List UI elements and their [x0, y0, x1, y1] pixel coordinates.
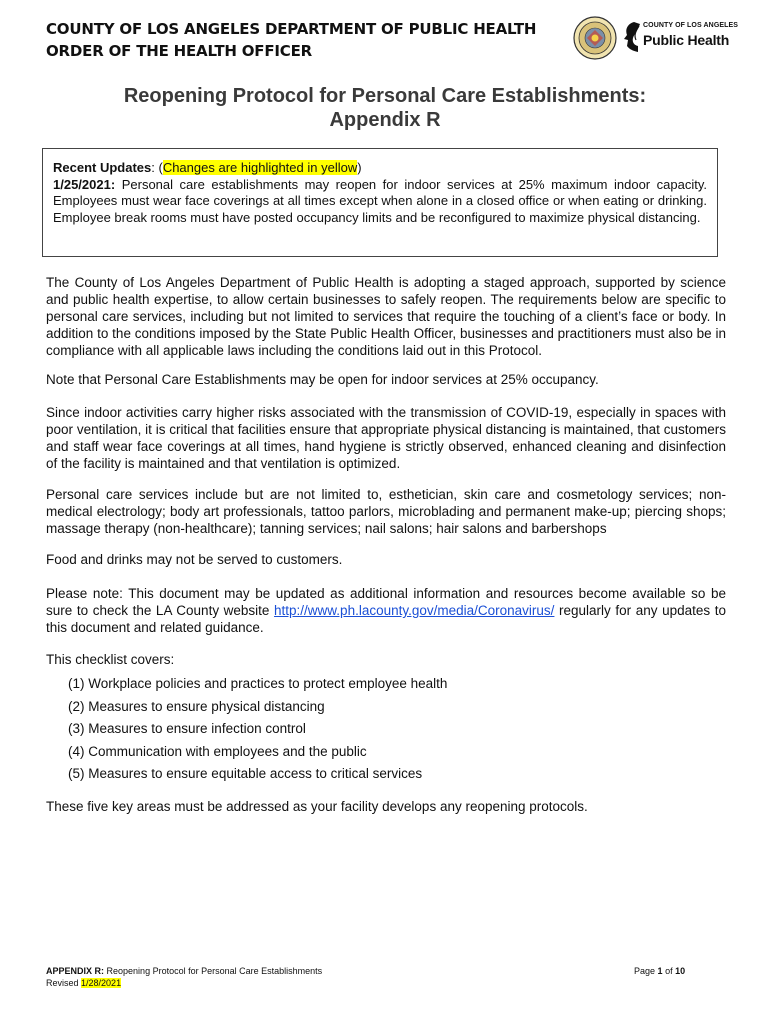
paragraph-services: Personal care services include but are not limited to, esthetician, skin care and cosmetology services; non-medical electrology; body art professionals, tattoo parlors, microblading and permanent make-up; piercing shops; massage therapy (non-healthcare); tanning services; nail salons; hair salons and barbershops [46, 487, 726, 536]
page-title [0, 84, 770, 132]
checklist-item: (3) Measures to ensure infection control [68, 721, 306, 737]
document-header [46, 18, 536, 62]
checklist-item: (2) Measures to ensure physical distancing [68, 698, 325, 714]
updates-body: 1/25/2021: Personal care establishments may reopen for indoor services at 25% maximum indoor capacity. Employees must wear face coverings at all times except when alone in a closed office or when eating or drinking. Employee break rooms must have posted occupancy limits and be reconfigured to maximize physical distancing. [53, 176, 707, 225]
title-line-1: Reopening Protocol for Personal Care Establishments: [123, 85, 647, 107]
footer-left [46, 965, 322, 989]
footer-appendix-label: APPENDIX R: [46, 966, 105, 976]
paragraph-food: Food and drinks may not be served to customers. [46, 552, 343, 567]
paragraph-closing: These five key areas must be addressed as your facility develops any reopening protocols. [46, 799, 588, 814]
checklist-item: (4) Communication with employees and the public [68, 743, 367, 759]
checklist [68, 675, 447, 788]
profile-silhouette-icon [622, 20, 642, 54]
page-number: Page 1 of 10 [634, 966, 686, 976]
logo-small-text: COUNTY OF LOS ANGELES [643, 22, 739, 29]
paragraph-indoor-risk: Since indoor activities carry higher risks associated with the transmission of COVID-19, especially in spaces with poor ventilation, it is critical that facilities ensure that appropriate physical distancing is maintained, that customers and staff wear face coverings at all times, hand hygiene is strictly observed, enhanced cleaning and disinfection of the facility is maintained and that ventilation is optimized. [46, 405, 726, 471]
footer-revised-date: 1/28/2021 [81, 978, 122, 988]
paragraph-occupancy: Note that Personal Care Establishments may be open for indoor services at 25% occupancy. [46, 372, 599, 387]
county-seal-icon [573, 16, 617, 60]
updates-heading: Recent Updates: (Changes are highlighted in yellow) [53, 160, 362, 175]
lacounty-website-link[interactable]: http://www.ph.lacounty.gov/media/Coronavirus/ [274, 603, 555, 618]
footer-revised-label: Revised [46, 978, 79, 988]
checklist-intro: This checklist covers: [46, 652, 175, 667]
updates-text: Personal care establishments may reopen for indoor services at 25% maximum indoor capacity. Employees must wear face coverings at all times except when alone in a closed office or when eating or drinking. Employee break rooms must have posted occupancy limits and be reconfigured to maximize physical distancing. [53, 176, 707, 225]
recent-updates-box [42, 148, 718, 257]
updates-label: Recent Updates [53, 160, 152, 175]
page-total: 10 [675, 966, 686, 976]
updates-highlight-note: Changes are highlighted in yellow [162, 160, 358, 175]
title-line-2: Appendix R [329, 109, 441, 131]
checklist-item: (1) Workplace policies and practices to protect employee health [68, 676, 448, 691]
updates-date: 1/25/2021 [53, 176, 111, 192]
paragraph-note: Please note: This document may be updated as additional information and resources become available so be sure to check the LA County website http://www.ph.lacounty.gov/media/Coronavirus/ regularly for any updates to this document and related guidance. [46, 586, 726, 635]
page-current: 1 [657, 966, 663, 976]
checklist-item: (5) Measures to ensure equitable access to critical services [68, 766, 423, 782]
paragraph-intro: The County of Los Angeles Department of Public Health is adopting a staged approach, supported by science and public health expertise, to allow certain businesses to safely reopen. The requirements below are specific to personal care services, including but not limited to services that require the touching of a client’s face or body. In addition to the conditions imposed by the State Public Health Officer, businesses and practitioners must also be in compliance with all applicable laws including the conditions laid out in this Protocol. [46, 275, 726, 358]
header-line-2: ORDER OF THE HEALTH OFFICER [46, 42, 312, 60]
logo-big-text: Public Health [643, 32, 730, 48]
footer-appendix-text: Reopening Protocol for Personal Care Establishments [106, 966, 323, 976]
header-line-1: COUNTY OF LOS ANGELES DEPARTMENT OF PUBLIC HEALTH [46, 20, 537, 38]
